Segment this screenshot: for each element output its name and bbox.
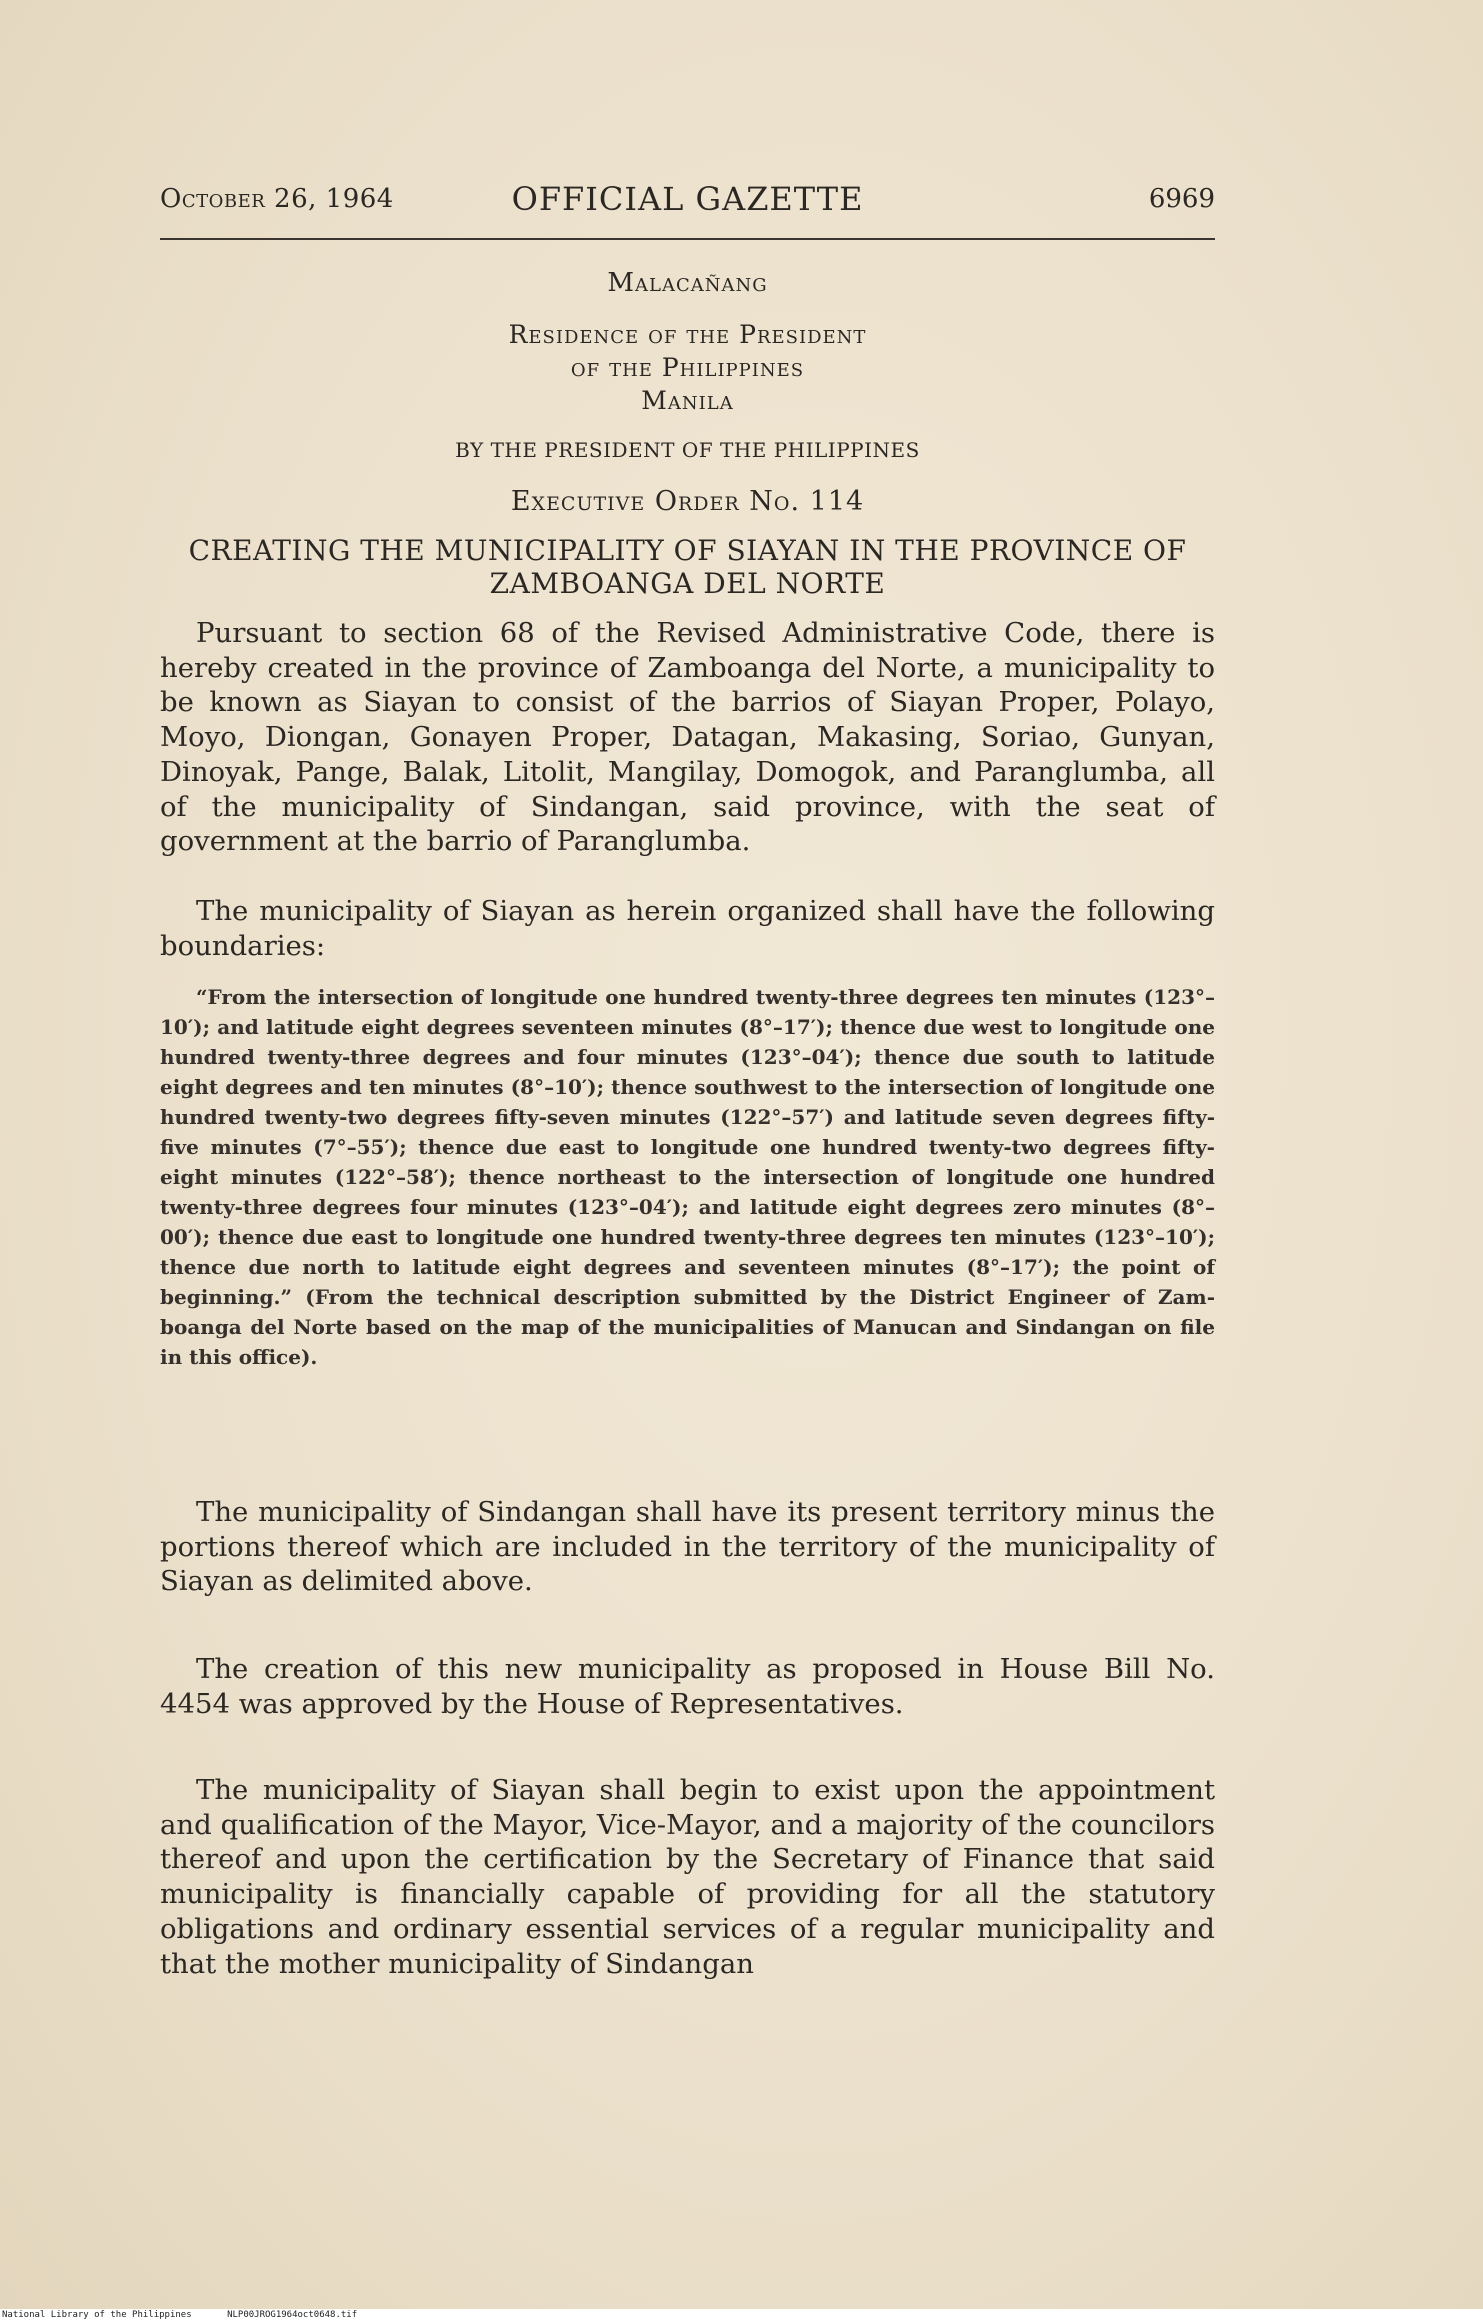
scan-filename: NLP00JROG1964oct0648.tif xyxy=(227,2310,358,2320)
paragraph-existence: The municipality of Siayan shall begin to exist upon the appointment and qualification of the Mayor, Vice-Mayor, and a majority of the councilors thereof and upon the certification by the Secretary of Finance that said municipality is financially capable of providing for all the statutory obligations and ordinary essential services of a regular municipality and that the mother municipality of Sindangan xyxy=(160,1774,1215,1980)
boundary-description: “From the intersection of longitude one hundred twenty-three degrees ten minutes (123°–10′); and latitude eight degrees seventeen minutes (8°–17′); thence due west to longitude one hundred twenty-three degrees and four minutes (123°–04′); thence due south to latitude eight degrees and ten minutes (8°–10′); thence southwest to the intersection of longitude one hundred twenty-two degrees fifty-seven minutes (122°–57′) and latitude seven degrees fifty-five minutes (7°–55′); thence due east to longitude one hundred twenty-two degrees fifty-eight minutes (122°–58′); thence northeast to the intersection of longitude one hundred twenty-three degrees four minutes (123°–04′); and latitude eight degrees zero minutes (8°–00′); thence due east to longitude one hundred twenty-three degrees ten minutes (123°–10′); thence due north to latitude eight degrees and seventeen minutes (8°–17′); the point of beginning.” (From the technical description submitted by the District Engineer of Zamboanga del Norte based on the map of the municipalities of Manucan and Sindangan on file in this office). xyxy=(160,985,1215,1369)
residence-line-1: Residence of the President xyxy=(508,320,867,349)
order-number: Executive Order No. 114 xyxy=(510,486,865,517)
residence-line-2: of the Philippines xyxy=(570,353,805,382)
publication-title: OFFICIAL GAZETTE xyxy=(511,180,864,218)
by-the-president: BY THE PRESIDENT OF THE PHILIPPINES xyxy=(455,438,920,462)
scan-footer xyxy=(0,2309,1483,2321)
city-name: Manila xyxy=(641,386,734,415)
paragraph-boundaries-intro: The municipality of Siayan as herein organized shall have the following boundaries: xyxy=(160,895,1215,962)
running-header xyxy=(160,180,1215,230)
header-rule xyxy=(160,238,1215,240)
order-title: CREATING THE MUNICIPALITY OF SIAYAN IN THE PROVINCE OF ZAMBOANGA DEL NORTE xyxy=(188,534,1187,600)
office-name: Malacañang xyxy=(607,268,768,298)
library-credit: National Library of the Philippines xyxy=(2,2310,192,2320)
issue-date: October 26, 1964 xyxy=(160,184,394,214)
residence-heading xyxy=(160,318,1215,417)
paragraph-sindangan-territory: The municipality of Sindangan shall have its present territory minus the portions thereof which are included in the territory of the municipality of Siayan as delimited above. xyxy=(160,1496,1215,1598)
page-number: 6969 xyxy=(1148,184,1215,214)
paragraph-creation: Pursuant to section 68 of the Revised Administrative Code, there is hereby created in the province of Zamboanga del Norte, a municipality to be known as Siayan to consist of the barrios of Siayan Proper, Polayo, Moyo, Diongan, Gonayen Proper, Datagan, Makasing, Soriao, Gunyan, Dinoyak, Pange, Balak, Litolit, Mangilay, Domogok, and Paranglumba, all of the municipality of Sindangan, said province, with the seat of government at the barrio of Paranglumba. xyxy=(160,617,1215,858)
paragraph-house-bill: The creation of this new municipality as proposed in House Bill No. 4454 was approved by the House of Representatives. xyxy=(160,1653,1215,1720)
